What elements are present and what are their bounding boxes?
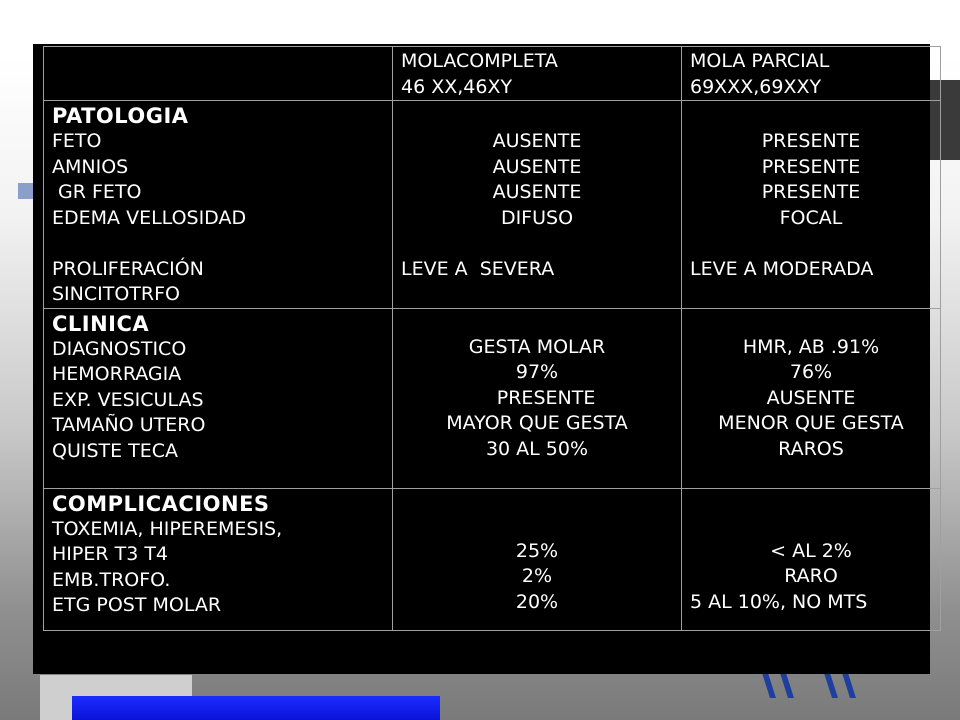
- cell-value: AUSENTE: [492, 155, 582, 178]
- cell-value: MENOR QUE GESTA: [718, 412, 904, 434]
- row-label: AMNIOS: [52, 155, 129, 178]
- cell-value: 97%: [515, 361, 559, 383]
- row-label: QUISTE TECA: [52, 439, 179, 462]
- comparison-table: [43, 46, 941, 631]
- cell-value: DIFUSO: [500, 206, 574, 229]
- decorative-blue-bar: [72, 696, 440, 720]
- cell-value: 5 AL 10%, NO MTS: [690, 590, 868, 613]
- header-empty-cell: [44, 47, 393, 101]
- header-line: 69XXX,69XXY: [690, 75, 822, 98]
- comparison-table-panel: [33, 44, 930, 674]
- cell-value: PRESENTE: [761, 181, 861, 203]
- section-title: PATOLOGIA: [52, 104, 189, 128]
- row-label: GR FETO: [52, 181, 142, 203]
- cell-value: HMR, AB .91%: [742, 335, 880, 358]
- row-label: FETO: [52, 130, 102, 152]
- row-label: HEMORRAGIA: [52, 363, 182, 385]
- cell-value: GESTA MOLAR: [468, 335, 606, 358]
- cell-value: PRESENTE: [761, 130, 861, 152]
- header-mola-completa: [393, 47, 682, 101]
- cell-value: [393, 231, 681, 257]
- row-label: HIPER T3 T4: [52, 543, 169, 565]
- cell-value: PRESENTE: [761, 155, 861, 178]
- cell-value: RAROS: [778, 437, 844, 460]
- chevron-down-icon: [822, 673, 858, 698]
- patologia-labels: [44, 101, 393, 309]
- cell-value: MAYOR QUE GESTA: [446, 412, 628, 434]
- cell-value: RARO: [784, 565, 838, 587]
- chevron-down-icon: [760, 673, 796, 698]
- complicaciones-completa: [393, 488, 682, 630]
- section-title: COMPLICACIONES: [52, 491, 270, 516]
- row-label: TAMAÑO UTERO: [52, 414, 206, 436]
- clinica-completa: [393, 308, 682, 488]
- complicaciones-parcial: [682, 488, 941, 630]
- cell-value: LEVE A SEVERA: [401, 257, 555, 280]
- row-label: EDEMA VELLOSIDAD: [52, 206, 247, 229]
- header-line: MOLA PARCIAL: [690, 50, 830, 72]
- cell-value: 76%: [789, 361, 833, 383]
- cell-value: 2%: [521, 565, 553, 587]
- row-label: [52, 231, 392, 257]
- table-row-complicaciones: [44, 488, 941, 630]
- table-row-patologia: [44, 101, 941, 309]
- row-label: EXP. VESICULAS: [52, 388, 204, 411]
- cell-value: 30 AL 50%: [485, 437, 589, 460]
- cell-value: AUSENTE: [766, 386, 856, 409]
- cell-value: [682, 231, 940, 257]
- table-row-clinica: [44, 308, 941, 488]
- patologia-completa: [393, 101, 682, 309]
- cell-value: PRESENTE: [478, 386, 596, 409]
- row-label: EMB.TROFO.: [52, 568, 171, 591]
- clinica-parcial: [682, 308, 941, 488]
- cell-value: AUSENTE: [492, 130, 582, 152]
- complicaciones-labels: [44, 488, 393, 630]
- cell-value: LEVE A MODERADA: [690, 257, 874, 280]
- cell-value: FOCAL: [779, 206, 843, 229]
- row-label: PROLIFERACIÓN: [52, 257, 204, 280]
- row-label: ETG POST MOLAR: [52, 594, 222, 616]
- table-header-row: [44, 47, 941, 101]
- section-title: CLINICA: [52, 311, 150, 336]
- row-label: SINCITOTRFO: [52, 283, 180, 305]
- header-mola-parcial: [682, 47, 941, 101]
- row-label: TOXEMIA, HIPEREMESIS,: [52, 517, 283, 540]
- cell-value: < AL 2%: [770, 539, 852, 562]
- cell-value: 20%: [515, 590, 559, 613]
- header-line: MOLACOMPLETA: [401, 50, 558, 72]
- row-label: DIAGNOSTICO: [52, 337, 187, 360]
- cell-value: AUSENTE: [492, 181, 582, 203]
- header-line: 46 XX,46XY: [401, 75, 513, 98]
- patologia-parcial: [682, 101, 941, 309]
- clinica-labels: [44, 308, 393, 488]
- cell-value: 25%: [515, 539, 559, 562]
- decorative-bullet-square: [18, 183, 34, 199]
